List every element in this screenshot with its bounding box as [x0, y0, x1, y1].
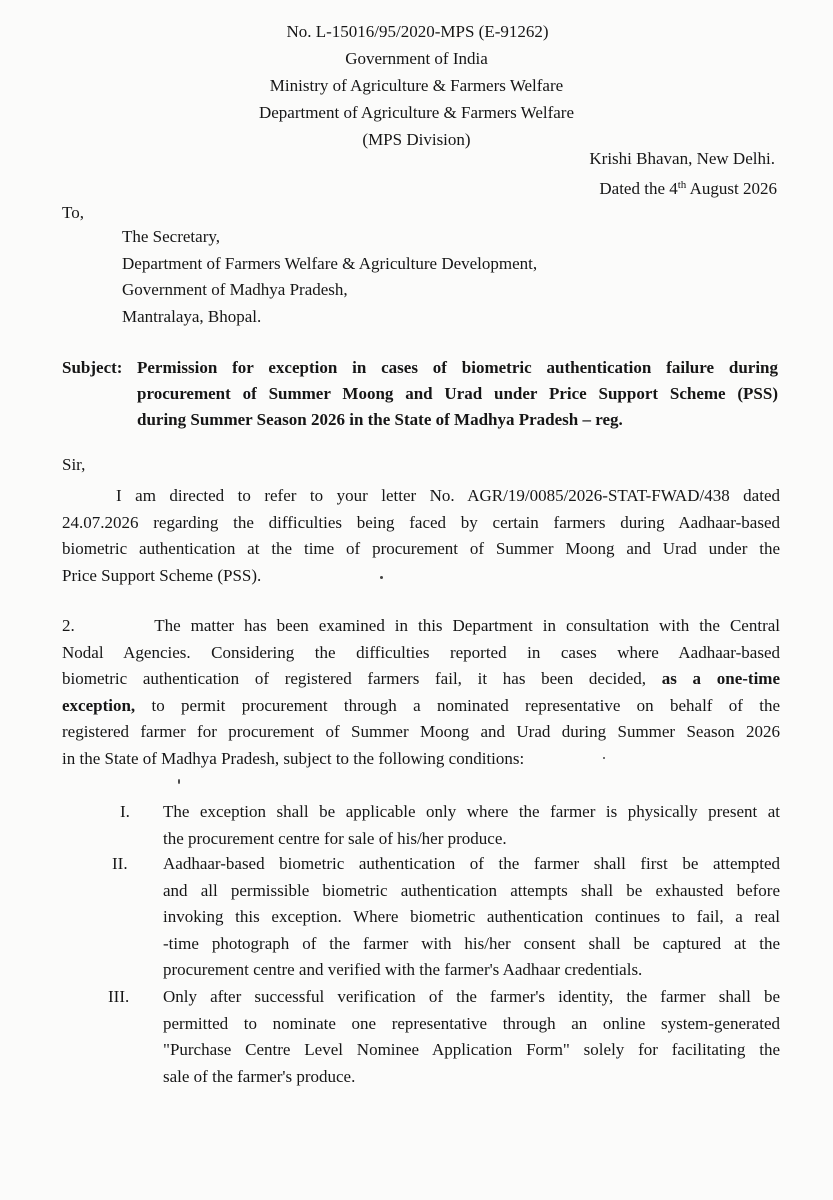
condition-item: [108, 984, 780, 1090]
date-prefix: Dated the 4: [599, 179, 678, 198]
ink-speck: [178, 779, 180, 784]
address-line: Government of Madhya Pradesh,: [122, 280, 348, 299]
condition-number: II.: [112, 854, 128, 873]
paragraph-text: to permit procurement through a nominated representative on behalf of the: [135, 695, 780, 715]
paragraph-line: 2. The matter has been examined in this Department in consultation with the Central: [62, 616, 780, 635]
condition-number: III.: [108, 987, 130, 1006]
condition-item: [108, 799, 780, 852]
paragraph-2: [62, 613, 780, 772]
condition-line: invoking this exception. Where biometric authentication continues to fail, a real: [163, 907, 780, 926]
date-suffix: August 2026: [686, 179, 777, 198]
division-name: (MPS Division): [362, 130, 471, 149]
condition-line: procurement centre and verified with the farmer's Aadhaar credentials.: [163, 960, 643, 979]
address-line: Mantralaya, Bhopal.: [122, 306, 262, 326]
condition-line: Only after successful verification of the farmer's identity, the farmer shall be: [163, 987, 780, 1006]
government-name: Government of India: [345, 49, 488, 68]
location: Krishi Bhavan, New Delhi.: [589, 149, 775, 168]
place-date-block: [589, 146, 777, 202]
condition-line: Aadhaar-based biometric authentication of the farmer shall first be attempted: [163, 854, 780, 873]
address-line: The Secretary,: [122, 227, 221, 246]
to-label: To,: [62, 203, 84, 222]
letter-header: [0, 18, 833, 153]
subject-line: procurement of Summer Moong and Urad under Price Support Scheme (PSS): [137, 384, 778, 403]
paragraph-line: registered farmer for procurement of Summer Moong and Urad during Summer Season 2026: [62, 722, 780, 741]
condition-line: -time photograph of the farmer with his/her consent shall be captured at the: [163, 933, 780, 953]
subject-line: Permission for exception in cases of biometric authentication failure during: [137, 358, 778, 377]
condition-line: "Purchase Centre Level Nominee Application Form" solely for facilitating the: [163, 1040, 780, 1059]
emphasis-text: as a one-time: [661, 669, 780, 688]
paragraph-1: [62, 483, 780, 589]
paragraph-line: Price Support Scheme (PSS).: [62, 565, 262, 585]
condition-line: The exception shall be applicable only where the farmer is physically present at: [163, 802, 780, 821]
paragraph-line: in the State of Madhya Pradesh, subject to the following conditions:: [62, 748, 525, 768]
condition-line: the procurement centre for sale of his/her produce.: [163, 828, 507, 848]
date-line: [589, 172, 777, 202]
subject-block: [62, 355, 778, 433]
subject-line: during Summer Season 2026 in the State of Madhya Pradesh – reg.: [137, 410, 623, 429]
ink-speck: [380, 576, 383, 579]
paragraph-line: [62, 666, 780, 693]
date-superscript: th: [677, 179, 687, 191]
emphasis-text: exception,: [62, 695, 136, 715]
paragraph-line: 24.07.2026 regarding the difficulties being faced by certain farmers during Aadhaar-based: [62, 512, 780, 532]
condition-line: and all permissible biometric authentication attempts shall be exhausted before: [163, 880, 780, 900]
paragraph-text: biometric authentication of registered farmers fail, it has been decided,: [62, 669, 662, 688]
ministry-name: Ministry of Agriculture & Farmers Welfare: [269, 76, 564, 95]
ink-speck: [603, 757, 605, 759]
subject-first-line: [62, 355, 778, 381]
condition-line: permitted to nominate one representative through an online system-generated: [163, 1013, 780, 1033]
subject-label: Subject:: [62, 358, 123, 377]
paragraph-line: Nodal Agencies. Considering the difficulties reported in cases where Aadhaar-based: [62, 642, 780, 662]
paragraph-line: I am directed to refer to your letter No. AGR/19/0085/2026-STAT-FWAD/438 dated: [116, 486, 780, 505]
reference-number: No. L-15016/95/2020-MPS (E-91262): [286, 22, 549, 41]
condition-line: sale of the farmer's produce.: [163, 1066, 356, 1086]
recipient-address: [122, 224, 537, 330]
paragraph-line: biometric authentication at the time of procurement of Summer Moong and Urad under the: [62, 539, 780, 558]
paragraph-line: [62, 693, 780, 720]
condition-item: [108, 851, 780, 984]
address-line: Department of Farmers Welfare & Agriculture Development,: [122, 253, 538, 273]
condition-number: I.: [120, 802, 130, 821]
department-name: Department of Agriculture & Farmers Welfare: [258, 103, 575, 122]
salutation: Sir,: [62, 455, 86, 474]
